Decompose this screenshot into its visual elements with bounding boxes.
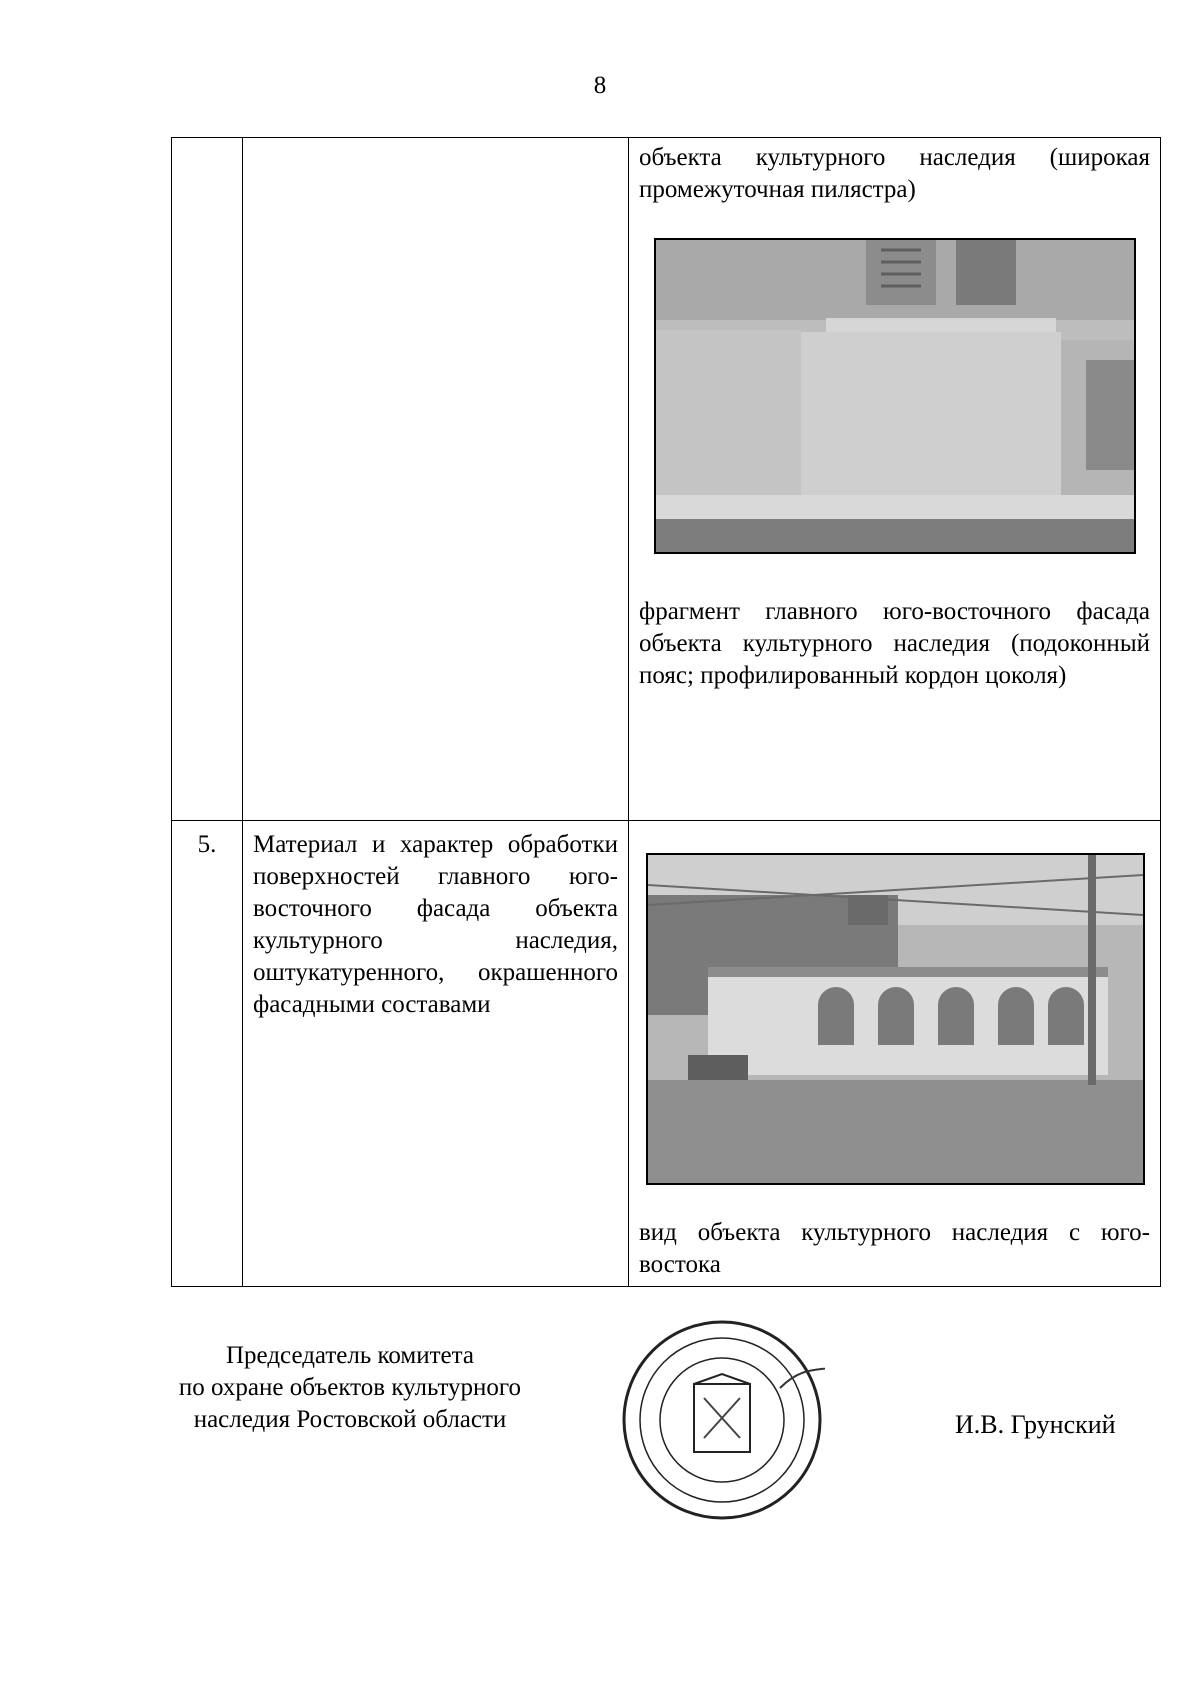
official-seal	[620, 1318, 825, 1523]
row-description-cell: Материал и характер обработки поверхностей главного юго-восточного фасада объекта культурного наследия, оштукатуренного, окрашенного фасадными составами	[243, 821, 629, 1287]
row-description-cell	[243, 138, 629, 821]
photo-caption-top: объекта культурного наследия (широкая промежуточная пилястра)	[639, 144, 1150, 203]
row-number-cell	[172, 138, 243, 821]
signatory-name: И.В. Грунский	[955, 1410, 1116, 1439]
facade-fragment-photo	[654, 238, 1136, 554]
row-number-cell: 5.	[172, 821, 243, 1287]
position-line: по охране объектов культурного	[178, 1374, 522, 1401]
position-line: наследия Ростовской области	[193, 1406, 507, 1433]
page-number: 8	[593, 72, 607, 99]
position-line: Председатель комитета	[226, 1342, 474, 1369]
signatory-position	[150, 1340, 550, 1436]
building-view-photo	[646, 853, 1145, 1185]
photo-caption-bottom: фрагмент главного юго-восточного фасада объекта культурного наследия (подоконный пояс; профилированный кордон цоколя)	[639, 598, 1150, 689]
row-media-cell	[629, 821, 1161, 1287]
row-media-cell	[629, 138, 1161, 821]
photo-caption-bottom: вид объекта культурного наследия с юго-востока	[639, 1219, 1150, 1278]
table-row	[172, 138, 1161, 821]
table-row	[172, 821, 1161, 1287]
attributes-table	[171, 137, 1161, 1287]
